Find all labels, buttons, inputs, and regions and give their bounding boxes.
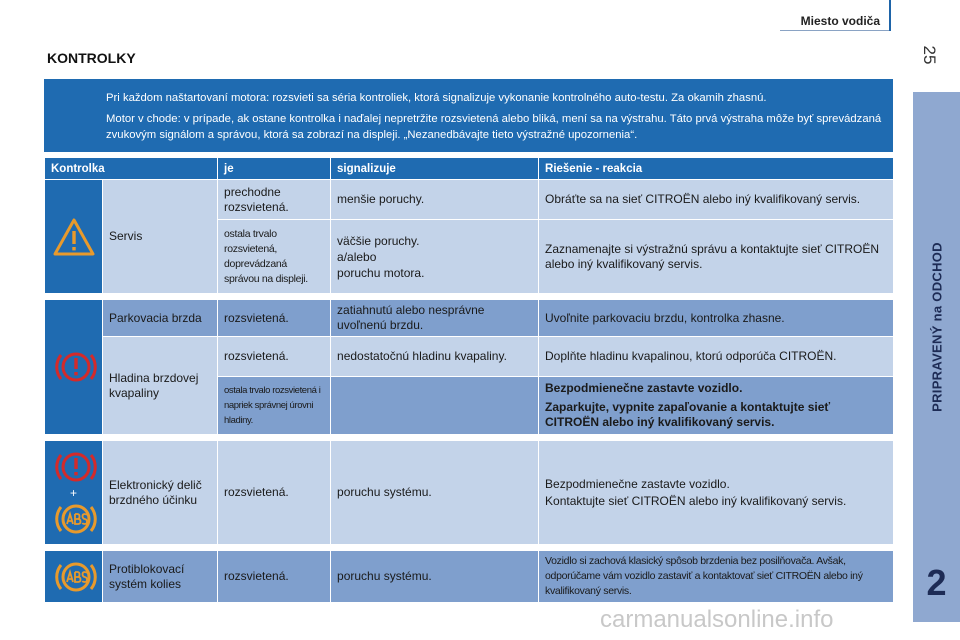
brake-fluid-signal: nedostatočnú hladinu kvapaliny.	[331, 337, 539, 377]
table-row	[45, 180, 894, 220]
brake-fluid-signal-2	[331, 377, 539, 435]
ebd-action	[539, 441, 894, 545]
table-header-row	[45, 158, 894, 180]
ebd-state: rozsvietená.	[218, 441, 331, 545]
running-header: Miesto vodiča	[800, 14, 880, 28]
header-riesenie: Riešenie - reakcia	[539, 158, 894, 180]
parking-brake-state: rozsvietená.	[218, 300, 331, 337]
header-rule	[780, 30, 890, 31]
abs-icon	[51, 499, 101, 539]
brake-fluid-action-2a: Bezpodmienečne zastavte vozidlo.	[545, 381, 743, 395]
abs-action: Vozidlo si zachová klasický spôsob brzdenia bez posilňovača. Avšak, odporúčame vám vozidlo zastaviť a kontaktovať sieť CITROËN alebo iný kvalifikovaný servis.	[539, 551, 894, 603]
parking-brake-name: Parkovacia brzda	[103, 300, 218, 337]
servis-signal-2b: a/alebo	[337, 249, 377, 264]
table-row	[45, 551, 894, 603]
servis-name: Servis	[103, 180, 218, 294]
plus-sign: +	[69, 485, 77, 500]
brake-fluid-action: Doplňte hladinu kvapalinou, ktorú odporúča CITROËN.	[539, 337, 894, 377]
servis-state-2: ostala trvalo rozsvietená, doprevádzaná správou na displeji.	[218, 220, 331, 294]
watermark: carmanualsonline.info	[600, 606, 834, 633]
header-kontrolka: Kontrolka	[45, 158, 218, 180]
chapter-number: 2	[926, 562, 947, 603]
abs-state: rozsvietená.	[218, 551, 331, 603]
page-number: 25	[920, 45, 939, 65]
brake-icon-cell	[45, 300, 103, 435]
abs-icon-cell	[45, 551, 103, 603]
section-title: KONTROLKY	[47, 50, 136, 66]
ebd-icon-cell	[45, 441, 103, 545]
intro-paragraph-2: Motor v chode: v prípade, ak ostane kontrolka i naďalej nepretržite rozsvietená alebo bliká, mení sa na výstrahu. Táto prvá výstraha môže byť sprevádzaná zvukovým signálom a správou, ktorá sa zobrazí na displeji. „Nezanedbávajte tieto výstražné upozornenia“.	[106, 113, 882, 141]
chapter-label: PRIPRAVENÝ na ODCHOD	[929, 242, 944, 412]
servis-action-1: Obráťte sa na sieť CITROËN alebo iný kvalifikovaný servis.	[539, 180, 894, 220]
abs-name: Protiblokovací systém kolies	[103, 551, 218, 603]
header-signalizuje: signalizuje	[331, 158, 539, 180]
ebd-action-a: Bezpodmienečne zastavte vozidlo.	[545, 476, 730, 491]
table-row	[45, 337, 894, 377]
abs-icon	[51, 557, 101, 597]
header-je: je	[218, 158, 331, 180]
servis-state-1: prechodne rozsvietená.	[218, 180, 331, 220]
ebd-name: Elektronický delič brzdného účinku	[103, 441, 218, 545]
parking-brake-action: Uvoľnite parkovaciu brzdu, kontrolka zhasne.	[539, 300, 894, 337]
brake-warning-icon	[51, 447, 101, 487]
servis-action-2: Zaznamenajte si výstražnú správu a kontaktujte sieť CITROËN alebo iný kvalifikovaný servis.	[539, 220, 894, 294]
servis-signal-1: menšie poruchy.	[331, 180, 539, 220]
brake-fluid-state-2: ostala trvalo rozsvietená i napriek správnej úrovni hladiny.	[218, 377, 331, 435]
intro-paragraph-1: Pri každom naštartovaní motora: rozsvieti sa séria kontroliek, ktorá signalizuje vykonanie kontrolného auto-testu. Za okamih zhasnú.	[106, 92, 767, 104]
brake-fluid-action-2	[539, 377, 894, 435]
brake-fluid-state: rozsvietená.	[218, 337, 331, 377]
servis-signal-2a: väčšie poruchy.	[337, 233, 420, 248]
warning-triangle-icon	[52, 217, 96, 257]
table-row	[45, 300, 894, 337]
ebd-action-b: Kontaktujte sieť CITROËN alebo iný kvalifikovaný servis.	[545, 493, 847, 508]
header-tick	[889, 0, 891, 31]
abs-signal: poruchu systému.	[331, 551, 539, 603]
ebd-signal: poruchu systému.	[331, 441, 539, 545]
warning-lights-table	[44, 157, 894, 603]
table-row	[45, 441, 894, 545]
servis-signal-2	[331, 220, 539, 294]
intro-box	[44, 79, 893, 152]
brake-fluid-name: Hladina brzdovej kvapaliny	[103, 337, 218, 435]
brake-warning-icon	[51, 347, 101, 387]
servis-icon-cell	[45, 180, 103, 294]
servis-signal-2c: poruchu motora.	[337, 265, 425, 280]
parking-brake-signal: zatiahnutú alebo nesprávne uvoľnenú brzdu.	[331, 300, 539, 337]
brake-fluid-action-2b: Zaparkujte, vypnite zapaľovanie a kontaktujte sieť CITROËN alebo iný kvalifikovaný servis.	[545, 400, 831, 429]
